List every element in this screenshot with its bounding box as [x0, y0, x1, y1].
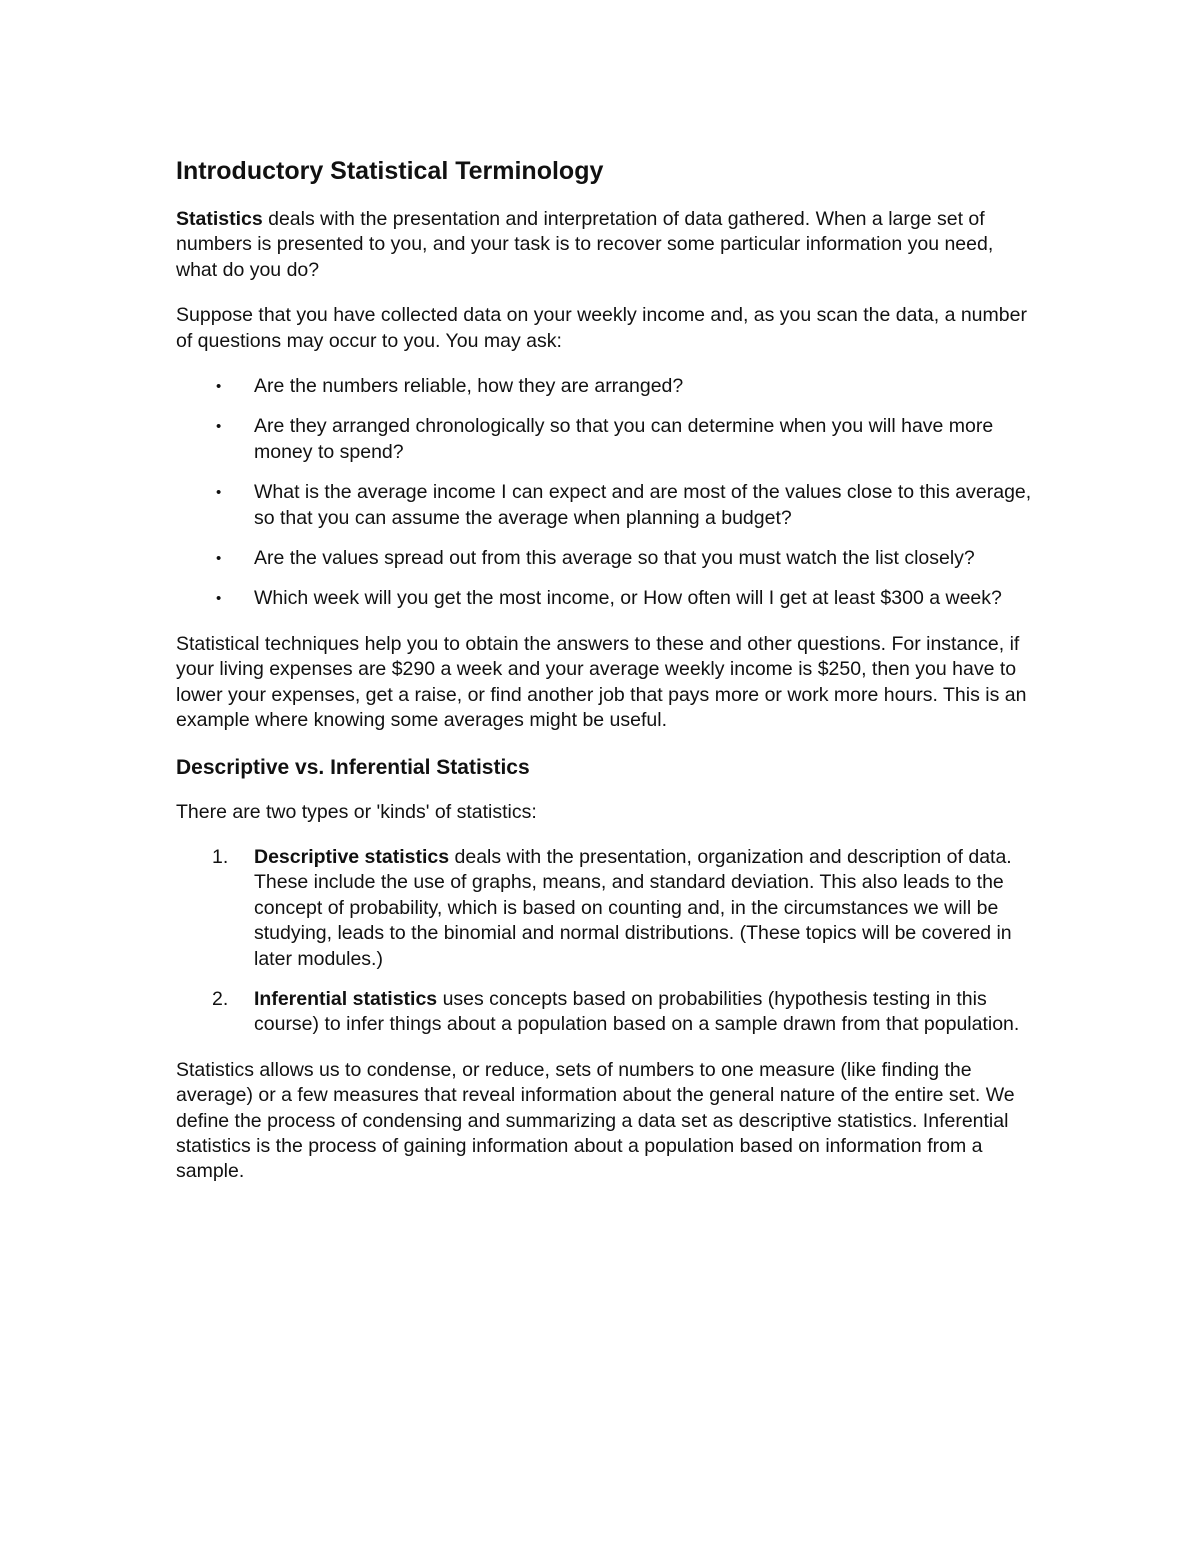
intro-term: Statistics: [176, 208, 263, 230]
intro-text: deals with the presentation and interpretation of data gathered. When a large set of numbers is presented to you, and your task is to recover some particular information you need, what do you do?: [176, 208, 994, 281]
summary-paragraph: Statistics allows us to condense, or reduce, sets of numbers to one measure (like finding the average) or a few measures that reveal information about the general nature of the entire set. We define the process of condensing and summarizing a data set as descriptive statistics. Inferential statistics is the process of gaining information about a population based on information from a sample.: [176, 1058, 1015, 1183]
type-text: uses concepts based on probabilities (hypothesis testing in this course) to infer things about a population based on a sample drawn from that population.: [254, 987, 1020, 1036]
list-item: [176, 987, 1036, 1038]
techniques-paragraph: Statistical techniques help you to obtain the answers to these and other questions. For instance, if your living expenses are $290 a week and your average weekly income is $250, then you have to lower your expenses, get a raise, or find another job that pays more or work more hours. This is an example where knowing some averages might be useful.: [176, 632, 1027, 732]
list-item: [176, 374, 1036, 399]
bullet-marker: •: [216, 378, 222, 396]
type-term: Inferential statistics: [254, 987, 438, 1010]
section-heading: Descriptive vs. Inferential Statistics: [176, 755, 530, 779]
page-title: Introductory Statistical Terminology: [176, 157, 604, 185]
bullet-marker: •: [216, 590, 222, 608]
list-item: [176, 546, 1036, 571]
question-text: Are the numbers reliable, how they are arranged?: [254, 375, 684, 398]
types-list: [176, 845, 1036, 1038]
suppose-paragraph: Suppose that you have collected data on your weekly income and, as you scan the data, a number of questions may occur to you. You may ask:: [176, 304, 1027, 352]
list-item: [176, 414, 1036, 465]
number-marker: 1.: [212, 845, 229, 868]
question-text: Are the values spread out from this average so that you must watch the list closely?: [254, 547, 975, 570]
bullet-marker: •: [216, 550, 222, 568]
document-page: [176, 155, 1036, 1205]
questions-list: [176, 374, 1036, 612]
type-text: deals with the presentation, organization and description of data. These include the use of graphs, means, and standard deviation. This also leads to the concept of probability, which is based on counting and, in the circumstances we will be studying, leads to the binomial and normal distributions. (These topics will be covered in later modules.): [254, 845, 1012, 970]
question-text: What is the average income I can expect and are most of the values close to this average, so that you can assume the average when planning a budget?: [254, 481, 1032, 529]
question-text: Which week will you get the most income, or How often will I get at least $300 a week?: [254, 587, 1002, 610]
list-item: [176, 845, 1036, 972]
question-text: Are they arranged chronologically so that you can determine when you will have more money to spend?: [254, 415, 994, 463]
intro-paragraph: [176, 207, 1036, 283]
bullet-marker: •: [216, 418, 222, 436]
bullet-marker: •: [216, 484, 222, 502]
list-item: [176, 586, 1036, 611]
type-term: Descriptive statistics: [254, 845, 450, 868]
list-item: [176, 480, 1036, 531]
types-paragraph: There are two types or 'kinds' of statistics:: [176, 800, 537, 823]
number-marker: 2.: [212, 987, 229, 1010]
